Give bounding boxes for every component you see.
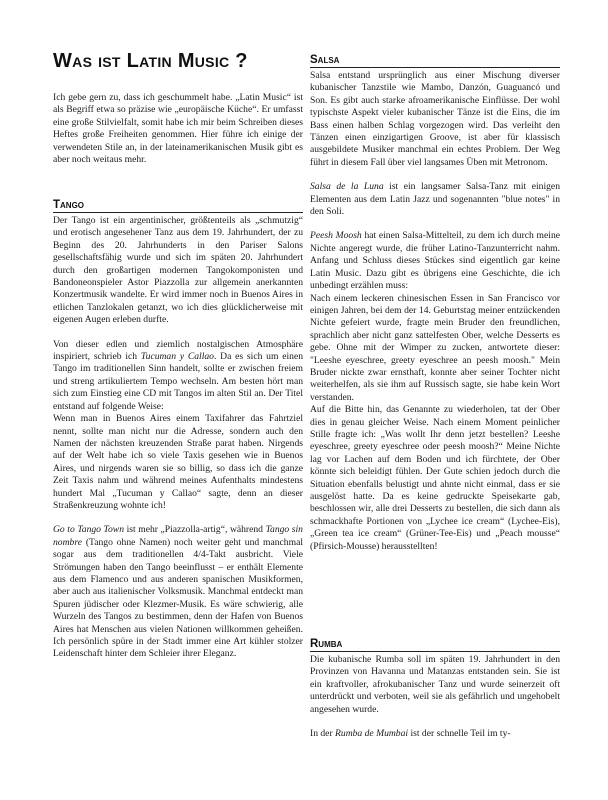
tango-p4-title-1: Go to Tango Town — [53, 524, 125, 536]
tango-p4-text-b: (Tango ohne Namen) noch weiter geht und manchmal sogar aus dem traditionellen 4/4-Takt ausbricht. Viele Strömungen haben den Tango beeinflusst – er enthält Elemente aus dem Flamenco und aus anderen spanischen Musikformen, aber auch aus italienischer Volksmusik. Manchmal entdeckt man Spuren jüdischer oder Klezmer-Musik. Es wäre schwierig, alle Wurzeln des Tangos zu bestimmen, denn der Hafen von Buenos Aires hat Menschen aus vielen Nationen willkommen geheißen. Ich persönlich spüre in der Stadt immer eine Art kühler stolzer Leidenschaft hinter dem Schleier ihrer Eleganz. — [53, 536, 303, 660]
tango-p2-title: Tucuman y Callao — [140, 351, 214, 363]
tango-paragraph-2 — [53, 339, 303, 413]
rumba-heading: Rumba — [310, 638, 560, 652]
tango-p2-text-b: . Da es sich um einen Tango im traditionellen Sinn handelt, sollte er zwischen freiem und streng artikuliertem Tempo wechseln. Am besten hört man sich zum Einstieg eine CD mit Tangos im alten Stil an. Der Titel entstand auf folgende Weise: — [53, 351, 304, 412]
salsa-p2-text: ist ein langsamer Salsa-Tanz mit einigen Elementen aus dem Latin Jazz und sogenannten "blue notes" in den Soli. — [310, 181, 560, 218]
rumba-section — [310, 638, 560, 740]
salsa-paragraph-4: Nach einem leckeren chinesischen Essen in San Francisco vor einigen Jahren, bei dem der 14. Geburtstag meiner entzückenden Nichte gefeiert wurde, fragte mein Bruder den freundlichen, sprachlich aber nicht ganz sattelfesten Ober, welche Desserts es gebe. Ohne mit der Wimper zu zucken, antwortete dieser: "Leeshe eyeschree, greety eyeschree an peesh moosh." Mein Bruder nickte zwar ernsthaft, konnte aber seiner Tochter nicht weiterhelfen, als sie ihm auf Russisch sagte, sie habe kein Wort verstanden. — [310, 292, 560, 403]
intro-paragraph: Ich gebe gern zu, dass ich geschummelt habe. „Latin Music“ ist als Begriff etwa so präzise wie „europäische Küche“. Er umfasst eine große Stilvielfalt, somit habe ich mir beim Schreiben dieses Heftes große Freiheiten genommen. Hier führe ich einige der verwendeten Stile an, in der lateinamerikanischen Musik gibt es aber noch weitaus mehr. — [53, 92, 303, 166]
tango-paragraph-3: Wenn man in Buenos Aires einem Taxifahrer das Fahrtziel nennt, sollte man nicht nur die Adresse, sondern auch den Namen der nächsten kreuzenden Straße parat haben. Nirgends auf der Welt habe ich so viele Taxis gesehen wie in Buenos Aires, und nirgends waren sie so billig, so dass ich die ganze Zeit Taxis nahm und während meines Aufenthalts mindestens hundert Mal „Tucuman y Callao“ sagte, denn an dieser Straßenkreuzung wohnte ich! — [53, 413, 303, 511]
salsa-p3-text: hat einen Salsa-Mittelteil, zu dem ich durch meine Nichte angeregt wurde, die früher Latino-Tanzunterricht nahm. Anfang und Schluss dieses Stückes sind eigentlich gar keine Latin Music. Dazu gibt es übrigens eine Geschichte, die ich unbedingt erzählen muss: — [310, 230, 561, 292]
salsa-paragraph-3 — [310, 230, 560, 292]
tango-section — [53, 199, 303, 661]
tango-heading: Tango — [53, 199, 303, 213]
tango-p4-text-a: ist mehr „Piazzolla-artig“, während — [124, 524, 266, 536]
salsa-paragraph-2 — [310, 181, 560, 218]
salsa-p3-title: Peesh Moosh — [310, 230, 362, 242]
rumba-p2-title: Rumba de Mumbai — [335, 728, 409, 740]
rumba-p2-text-b: ist der schnelle Teil im ty- — [408, 728, 511, 740]
salsa-p2-title: Salsa de la Luna — [310, 181, 384, 193]
rumba-paragraph-2 — [310, 728, 560, 740]
tango-paragraph-4 — [53, 524, 303, 660]
tango-p2-text-a: Von dieser edlen und ziemlich nostalgischen Atmosphäre inspiriert, schrieb ich — [53, 338, 303, 363]
tango-paragraph-1: Der Tango ist ein argentinischer, größtenteils als „schmutzig“ und erotisch angesehener Tanz aus dem 19. Jahrhundert, der zu Beginn des 20. Jahrhunderts in den Pariser Salons gesellschaftsfähig wurde und sich im späten 20. Jahrhundert durch den großartigen modernen Tangokomponisten und Bandoneonspieler Astor Piazzolla zur allgemein anerkannten Konzertmusik wandelte. Er wird immer noch in Buenos Aires in etlichen Tanzlokalen getanzt, wo ich dies glücklicherweise mit eigenen Augen erleben durfte. — [53, 215, 303, 326]
rumba-p2-text-a: In der — [310, 728, 336, 740]
salsa-section — [310, 54, 560, 553]
salsa-paragraph-5: Auf die Bitte hin, das Genannte zu wiederholen, tat der Ober dies in genau gleicher Weise. Nach einem Moment peinlicher Stille fragte ich: „Was wollt Ihr denn jetzt bestellen? Leeshe eyeschree, greety eyeschree oder peesh moosh?“ Meine Nichte lag vor Lachen auf dem Boden und ich fürchtete, der Ober könnte sich beleidigt fühlen. Der Gute schien jedoch durch die Situation ebenfalls belustigt und ahnte nicht einmal, dass er sie ausgelöst hatte. Da es keine gedruckte Speisekarte gab, beschlossen wir, alle drei Desserts zu bestellen, die sich dann als schmackhafte Portionen von „Lychee ice cream“ (Lychee-Eis), „Green tea ice cream“ (Grüner-Tee-Eis) und „Peach mousse“ (Pfirsich-Mousse) herausstellten! — [310, 404, 560, 552]
intro-section — [53, 92, 303, 166]
salsa-heading: Salsa — [310, 54, 560, 68]
salsa-paragraph-1: Salsa entstand ursprünglich aus einer Mischung diverser kubanischer Tanzstile wie Mambo, Danzón, Guaguancó und Son. Es gibt auch starke afroamerikanische Einflüsse. Der wohl typischste Aspekt vieler kubanischer Tänze ist die Eins, die im Bass einen halben Schlag vorgezogen wird. Das verleiht den Tänzen einen einzigartigen Groove, ist aber für klassisch ausgebildete Musiker manchmal ein echtes Problem. Der Weg führt in diesem Fall über viel langsames Üben mit Metronom. — [310, 70, 560, 168]
tango-p4-title-2: Tango sin nombre — [53, 524, 303, 548]
page-title: Was ist Latin Music ? — [53, 50, 248, 72]
rumba-paragraph-1: Die kubanische Rumba soll im späten 19. Jahrhundert in den Provinzen von Havanna und Matanzas entstanden sein. Sie ist ein kraftvoller, afrokubanischer Tanz und wurde seinerzeit oft unterdrückt und verboten, weil sie als gefährlich und ungehobelt angesehen wurde. — [310, 654, 560, 715]
